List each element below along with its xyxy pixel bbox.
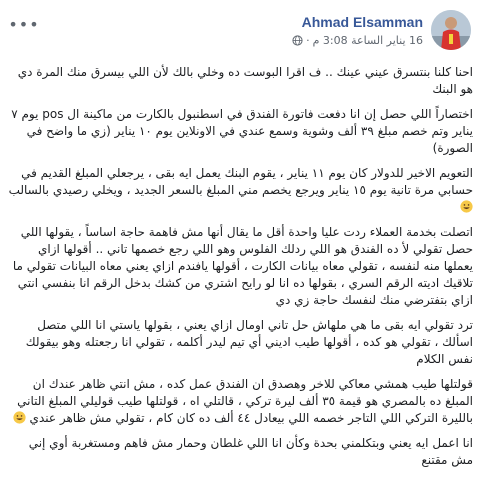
post-paragraph: التعويم الاخير للدولار كان يوم ١١ يناير ، يقوم البنك يعمل ايه بقى ، يرجعلي المبلغ القديم في حسابي مرة تانية يوم ١٥ يناير ويرجع يخصم مني المبلغ بالسعر الجديد ، ويخلي رصيدي بالسالب	[8, 165, 473, 216]
grinning-emoji-icon	[460, 200, 473, 213]
grinning-emoji-icon	[13, 411, 26, 424]
avatar-image	[431, 10, 471, 50]
post-meta	[292, 34, 423, 47]
meta-separator: ·	[306, 34, 310, 47]
more-options-icon[interactable]: •••	[8, 14, 40, 34]
post-paragraph: انا اعمل ايه يعني وبتكلمني بحدة وكأن انا اللي غلطان وحمار مش فاهم ومستغربة أوي إني مش مقتنع	[28, 436, 473, 467]
author-avatar[interactable]	[431, 10, 471, 50]
post-paragraph: ترد تقولي ايه بقى ما هي ملهاش حل تاني اومال ازاي يعني ، بقولها ياستي انا اللي متصل اسألك ، تقولي هو كده ، أقولها طيب اديني أي تيم ليدر أكلمه ، تقولي انا رجعتله وهو بيقولك نفس الكلام	[25, 318, 473, 366]
post-paragraph: اختصاراً اللي حصل إن انا دفعت فاتورة الفندق في اسطنبول بالكارت من ماكينة ال pos يوم ٧ يناير وتم خصم مبلغ ٣٩ ألف وشوية وسمع عندي في الاونلاين يوم ١٠ يناير (زي ما واضح في الصورة)	[11, 107, 473, 155]
post-paragraph: اتصلت بخدمة العملاء ردت عليا واحدة أقل ما يقال أنها مش فاهمة حاجة اساساً ، يقولها اللي حصل تقولي لأ ده الفندق هو اللي ردلك الفلوس وهو اللي رجع خصمها تاني .. أقولها ازاي يعملها منه لنفسه ، تقولي معاه بيانات الكارت ، أقولها يافندم ازاي يعني معاه البيانات تقولي ما تلاقيك اديته الرقم السري ، بقولها ده انا لو رايح اشتري من كشك بدخل الرقم انا بنفسي انتي ازاي بتفترضي منك لنفسك حاجة زي دي	[12, 225, 473, 307]
post-header	[0, 0, 485, 60]
globe-icon	[292, 35, 303, 46]
post-timestamp[interactable]: 16 يناير الساعة 3:08 م	[312, 34, 423, 47]
post-body	[8, 64, 473, 477]
author-name[interactable]: Ahmad Elsamman	[301, 14, 423, 30]
post-paragraph: قولتلها طيب همشي معاكي للاخر وهصدق ان الفندق عمل كده ، مش انتي ظاهر عندك ان المبلغ ده بالمصري هو قيمة ٣٥ ألف ليرة تركي ، قالتلي اه ، قولتلها طيب قوليلي المبلغ التاني بالليرة التركي اللي التاجر خصمه اللي بيعادل ٤٤ ألف ده كان كام ، تقولي مش ظاهر عندي	[8, 376, 473, 427]
post-paragraph: احنا كلنا بنتسرق عيني عينك .. ف اقرا البوست ده وخلي بالك لأن اللي بيسرق منك المرة دي هو البنك	[17, 65, 473, 96]
